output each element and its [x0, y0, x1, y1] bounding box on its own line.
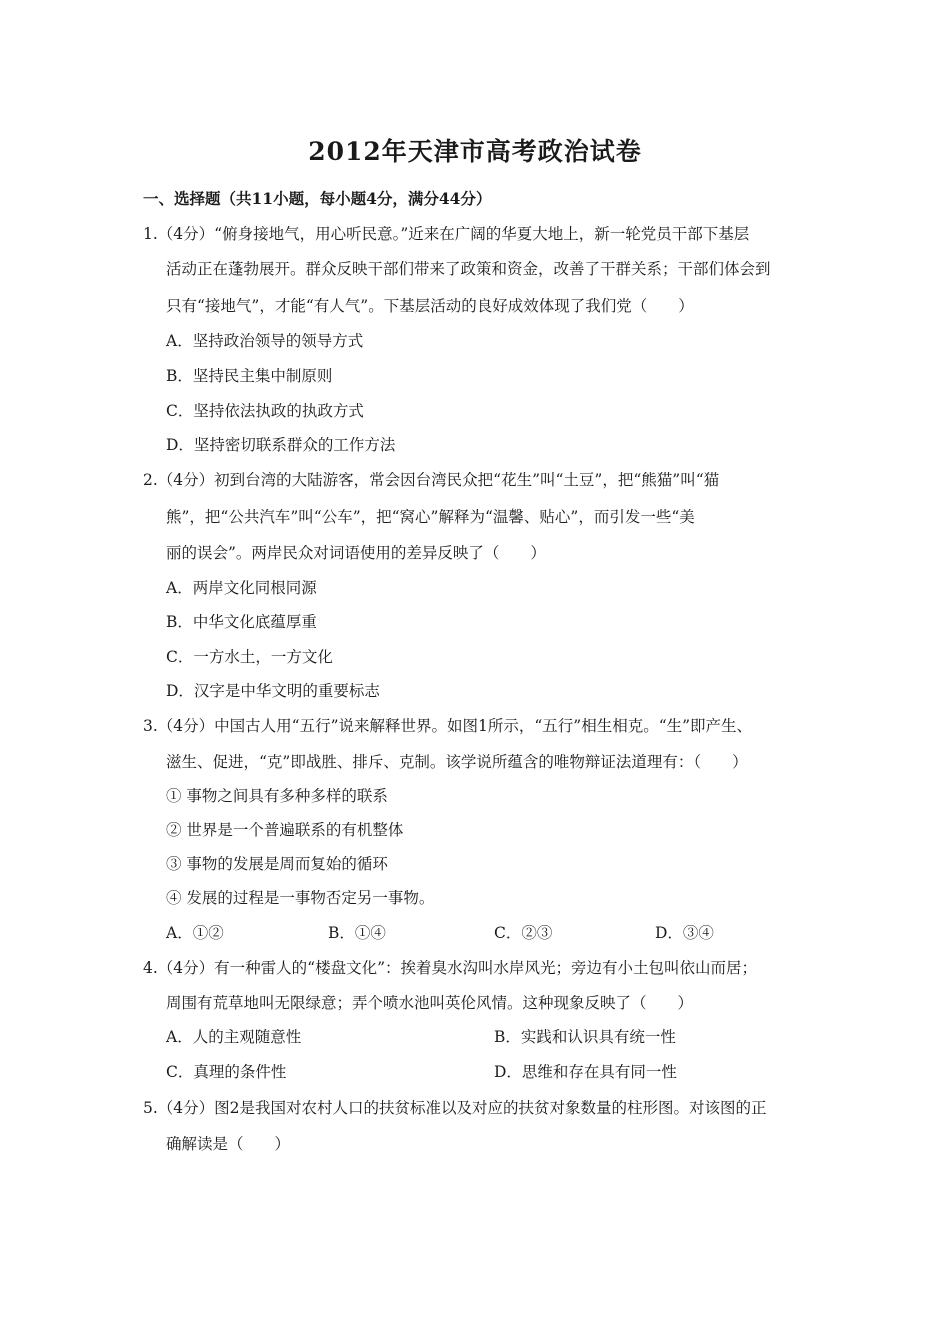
question-1-line-2: 活动正在蓬勃展开。群众反映干部们带来了政策和资金，改善了干群关系；干部们体会到	[166, 260, 771, 278]
question-1-option-b: B．坚持民主集中制原则	[166, 367, 333, 385]
question-3-item-2: ② 世界是一个普遍联系的有机整体	[166, 821, 404, 839]
question-5-line-1: 5.（4分）图2是我国对农村人口的扶贫标准以及对应的扶贫对象数量的柱形图。对该图的正	[143, 1099, 767, 1117]
question-4-option-d: D．思维和存在具有同一性	[494, 1063, 677, 1081]
question-2-option-d: D．汉字是中华文明的重要标志	[166, 682, 380, 700]
question-1-option-d: D．坚持密切联系群众的工作方法	[166, 436, 396, 454]
page-title: 2012年天津市高考政治试卷	[308, 137, 642, 166]
question-2-option-a: A．两岸文化同根同源	[166, 579, 317, 597]
question-3-item-4: ④ 发展的过程是一事物否定另一事物。	[166, 889, 435, 907]
question-2-line-1: 2.（4分）初到台湾的大陆游客，常会因台湾民众把“花生”叫“土豆”，把“熊猫”叫“猫	[143, 471, 720, 489]
question-3-line-2: 滋生、促进，“克”即战胜、排斥、克制。该学说所蕴含的唯物辩证法道理有：（ ）	[166, 753, 748, 771]
question-1-option-a: A．坚持政治领导的领导方式	[166, 332, 364, 350]
question-3-line-1: 3.（4分）中国古人用“五行”说来解释世界。如图1所示，“五行”相生相克。“生”即产生、	[143, 717, 753, 735]
question-4-option-b: B．实践和认识具有统一性	[494, 1028, 676, 1046]
question-1-line-1: 1.（4分）“俯身接地气，用心听民意。”近来在广阔的华夏大地上，新一轮党员干部下基层	[143, 225, 750, 243]
question-3-item-1: ① 事物之间具有多种多样的联系	[166, 787, 388, 805]
question-2-line-3: 丽的误会”。两岸民众对词语使用的差异反映了（ ）	[166, 544, 546, 562]
question-1-line-3: 只有“接地气”，才能“有人气”。下基层活动的良好成效体现了我们党（ ）	[166, 297, 694, 315]
question-3-option-b: B．①④	[328, 924, 386, 942]
section-heading: 一、选择题（共11小题，每小题4分，满分44分）	[143, 189, 492, 208]
question-1-option-c: C．坚持依法执政的执政方式	[166, 402, 364, 420]
question-4-option-a: A．人的主观随意性	[166, 1028, 302, 1046]
question-3-option-c: C．②③	[494, 924, 553, 942]
question-3-option-a: A．①②	[166, 924, 224, 942]
question-4-line-1: 4.（4分）有一种雷人的“楼盘文化”：挨着臭水沟叫水岸风光；旁边有小土包叫依山而居；	[143, 959, 758, 977]
question-2-line-2: 熊”，把“公共汽车”叫“公车”，把“窝心”解释为“温馨、贴心”，而引发一些“美	[166, 508, 695, 526]
question-5-line-2: 确解读是（ ）	[166, 1135, 291, 1153]
question-3-option-d: D．③④	[655, 924, 714, 942]
question-2-option-b: B．中华文化底蕴厚重	[166, 613, 317, 631]
question-4-option-c: C．真理的条件性	[166, 1063, 287, 1081]
question-4-line-2: 周围有荒草地叫无限绿意；弄个喷水池叫英伦风情。这种现象反映了（ ）	[166, 994, 694, 1012]
question-2-option-c: C．一方水土，一方文化	[166, 648, 333, 666]
question-3-item-3: ③ 事物的发展是周而复始的循环	[166, 855, 388, 873]
